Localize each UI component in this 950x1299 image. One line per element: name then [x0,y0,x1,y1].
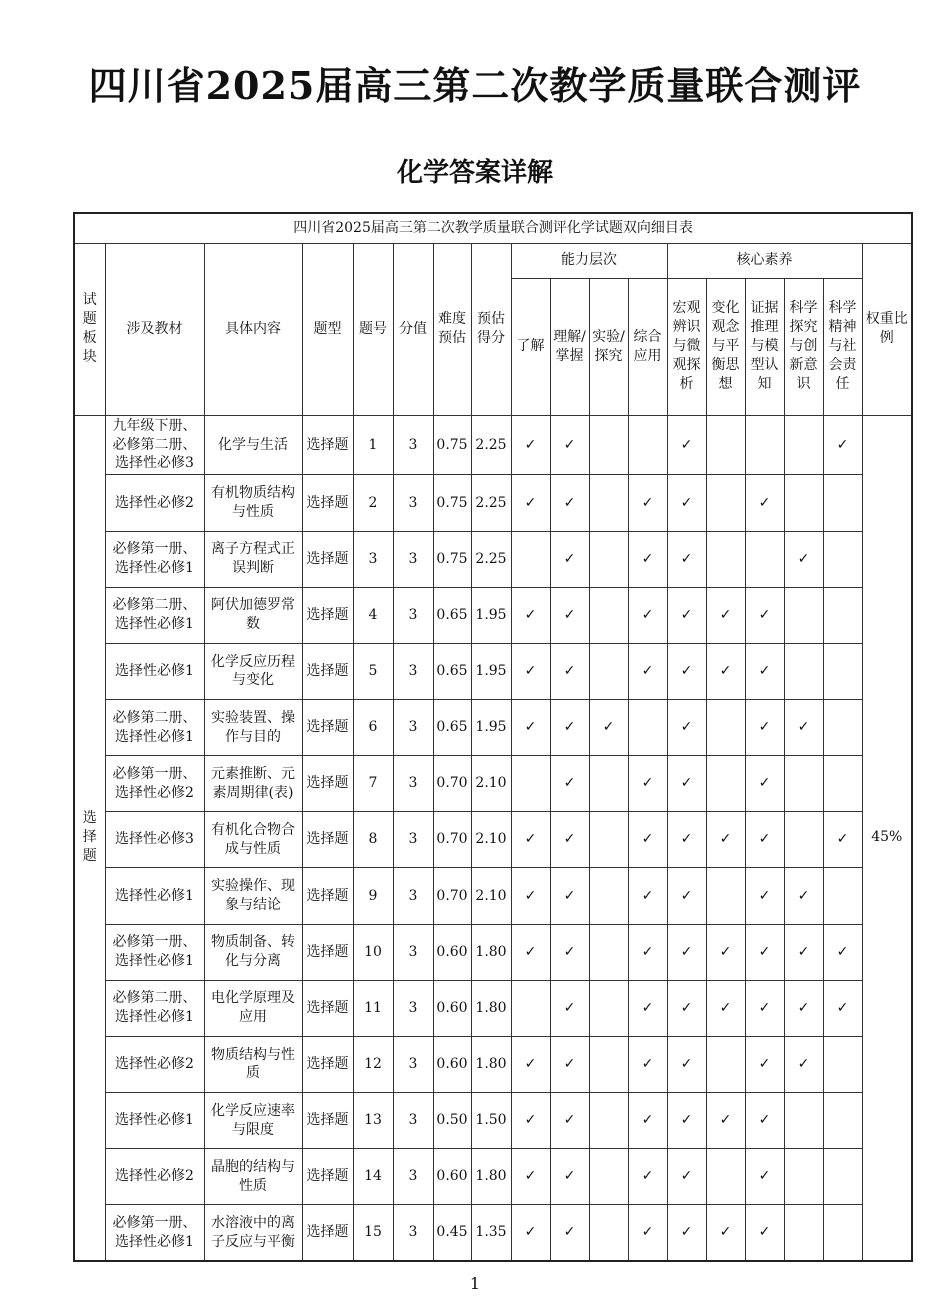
expected-score-cell: 1.80 [471,1036,511,1092]
ability-check-cell: ✓ [628,812,667,868]
literacy-check-cell: ✓ [706,1093,745,1149]
ability-check-cell [589,924,628,980]
score-cell: 3 [393,924,433,980]
header-ability-1: 了解 [511,278,550,415]
ability-check-cell: ✓ [628,1093,667,1149]
literacy-check-cell [823,756,862,812]
page-title: 四川省2025届高三第二次教学质量联合测评 [88,63,862,108]
ability-check-cell: ✓ [511,475,550,531]
literacy-check-cell: ✓ [745,700,784,756]
number-cell: 14 [353,1149,393,1205]
textbook-cell: 选择性必修1 [105,1093,204,1149]
content-cell: 电化学原理及应用 [204,980,302,1036]
type-cell: 选择题 [302,1149,353,1205]
number-cell: 6 [353,700,393,756]
ability-check-cell: ✓ [628,1149,667,1205]
header-literacy-group: 核心素养 [667,243,862,278]
score-cell: 3 [393,756,433,812]
textbook-cell: 九年级下册、必修第二册、选择性必修3 [105,415,204,475]
ability-check-cell [589,1036,628,1092]
literacy-check-cell: ✓ [667,1149,706,1205]
ability-check-cell: ✓ [550,475,589,531]
literacy-check-cell: ✓ [784,924,823,980]
table-row [74,812,912,868]
ability-check-cell: ✓ [628,868,667,924]
number-cell: 4 [353,587,393,643]
table-row [74,1036,912,1092]
expected-score-cell: 1.80 [471,980,511,1036]
expected-score-cell: 1.50 [471,1093,511,1149]
literacy-check-cell: ✓ [784,700,823,756]
ability-check-cell: ✓ [550,868,589,924]
literacy-check-cell: ✓ [823,924,862,980]
literacy-check-cell: ✓ [706,1205,745,1261]
header-ability-2: 理解/掌握 [550,278,589,415]
ability-check-cell [589,1093,628,1149]
literacy-check-cell: ✓ [745,1036,784,1092]
header-expected: 预估得分 [471,243,511,415]
expected-score-cell: 2.10 [471,756,511,812]
type-cell: 选择题 [302,531,353,587]
literacy-check-cell [784,1093,823,1149]
ability-check-cell: ✓ [550,924,589,980]
header-section: 试题板块 [74,243,105,415]
literacy-check-cell [823,868,862,924]
difficulty-cell: 0.50 [433,1093,471,1149]
literacy-check-cell: ✓ [706,980,745,1036]
textbook-cell: 必修第一册、选择性必修1 [105,1205,204,1261]
literacy-check-cell: ✓ [745,756,784,812]
textbook-cell: 选择性必修1 [105,868,204,924]
literacy-check-cell: ✓ [784,868,823,924]
type-cell: 选择题 [302,415,353,475]
ability-check-cell [511,980,550,1036]
literacy-check-cell: ✓ [745,1149,784,1205]
expected-score-cell: 1.95 [471,643,511,699]
literacy-check-cell: ✓ [784,980,823,1036]
difficulty-cell: 0.65 [433,700,471,756]
literacy-check-cell: ✓ [784,531,823,587]
header-type: 题型 [302,243,353,415]
table-row [74,643,912,699]
ability-check-cell [589,1149,628,1205]
number-cell: 9 [353,868,393,924]
expected-score-cell: 1.35 [471,1205,511,1261]
content-cell: 化学反应速率与限度 [204,1093,302,1149]
number-cell: 7 [353,756,393,812]
number-cell: 12 [353,1036,393,1092]
literacy-check-cell: ✓ [667,587,706,643]
content-cell: 化学与生活 [204,415,302,475]
table-row [74,980,912,1036]
score-cell: 3 [393,980,433,1036]
score-cell: 3 [393,643,433,699]
literacy-check-cell [706,1149,745,1205]
literacy-check-cell: ✓ [823,415,862,475]
literacy-check-cell: ✓ [745,1093,784,1149]
literacy-check-cell: ✓ [745,980,784,1036]
literacy-check-cell [784,415,823,475]
literacy-check-cell [823,1093,862,1149]
content-cell: 晶胞的结构与性质 [204,1149,302,1205]
number-cell: 10 [353,924,393,980]
difficulty-cell: 0.70 [433,868,471,924]
number-cell: 5 [353,643,393,699]
literacy-check-cell [823,643,862,699]
literacy-check-cell: ✓ [667,643,706,699]
literacy-check-cell [706,1036,745,1092]
literacy-check-cell: ✓ [745,475,784,531]
score-cell: 3 [393,531,433,587]
literacy-check-cell [706,531,745,587]
ability-check-cell: ✓ [550,643,589,699]
table-row [74,587,912,643]
literacy-check-cell [784,1205,823,1261]
literacy-check-cell: ✓ [745,643,784,699]
expected-score-cell: 1.95 [471,587,511,643]
ability-check-cell: ✓ [511,812,550,868]
ability-check-cell [511,531,550,587]
ability-check-cell [589,643,628,699]
literacy-check-cell: ✓ [745,587,784,643]
score-cell: 3 [393,700,433,756]
literacy-check-cell: ✓ [667,1093,706,1149]
section-label: 选择题 [74,415,105,1261]
type-cell: 选择题 [302,812,353,868]
textbook-cell: 选择性必修1 [105,643,204,699]
number-cell: 1 [353,415,393,475]
literacy-check-cell [784,475,823,531]
header-literacy-2: 变化观念与平衡思想 [706,278,745,415]
type-cell: 选择题 [302,643,353,699]
ability-check-cell: ✓ [628,531,667,587]
textbook-cell: 必修第二册、选择性必修1 [105,980,204,1036]
table-row [74,1149,912,1205]
type-cell: 选择题 [302,587,353,643]
table-caption: 四川省2025届高三第二次教学质量联合测评化学试题双向细目表 [74,213,912,243]
content-cell: 物质结构与性质 [204,1036,302,1092]
number-cell: 11 [353,980,393,1036]
page-subtitle: 化学答案详解 [396,158,553,188]
ability-check-cell: ✓ [511,924,550,980]
literacy-check-cell: ✓ [667,531,706,587]
textbook-cell: 必修第二册、选择性必修1 [105,700,204,756]
type-cell: 选择题 [302,924,353,980]
ability-check-cell [589,475,628,531]
ability-check-cell [589,868,628,924]
expected-score-cell: 1.80 [471,1149,511,1205]
literacy-check-cell [784,756,823,812]
type-cell: 选择题 [302,980,353,1036]
literacy-check-cell: ✓ [667,980,706,1036]
expected-score-cell: 2.10 [471,812,511,868]
ability-check-cell [589,1205,628,1261]
number-cell: 13 [353,1093,393,1149]
literacy-check-cell [706,475,745,531]
ability-check-cell: ✓ [511,1036,550,1092]
table-row [74,1205,912,1261]
expected-score-cell: 2.10 [471,868,511,924]
table-row [74,868,912,924]
literacy-check-cell: ✓ [823,812,862,868]
ability-check-cell: ✓ [511,1205,550,1261]
literacy-check-cell: ✓ [667,756,706,812]
textbook-cell: 必修第一册、选择性必修2 [105,756,204,812]
literacy-check-cell [823,1205,862,1261]
ability-check-cell: ✓ [511,415,550,475]
score-cell: 3 [393,415,433,475]
ability-check-cell [511,756,550,812]
textbook-cell: 选择性必修2 [105,1149,204,1205]
ability-check-cell: ✓ [628,924,667,980]
ability-check-cell: ✓ [628,587,667,643]
ability-check-cell: ✓ [550,1149,589,1205]
literacy-check-cell [745,415,784,475]
difficulty-cell: 0.60 [433,924,471,980]
content-cell: 有机物质结构与性质 [204,475,302,531]
ability-check-cell: ✓ [628,756,667,812]
score-cell: 3 [393,812,433,868]
literacy-check-cell [823,1036,862,1092]
ability-check-cell: ✓ [511,868,550,924]
textbook-cell: 必修第一册、选择性必修1 [105,924,204,980]
table-row [74,1093,912,1149]
type-cell: 选择题 [302,1205,353,1261]
score-cell: 3 [393,1205,433,1261]
literacy-check-cell: ✓ [667,1036,706,1092]
difficulty-cell: 0.45 [433,1205,471,1261]
ability-check-cell: ✓ [550,415,589,475]
ability-check-cell: ✓ [550,1093,589,1149]
ability-check-cell: ✓ [511,700,550,756]
difficulty-cell: 0.70 [433,812,471,868]
ability-check-cell: ✓ [628,643,667,699]
literacy-check-cell: ✓ [745,868,784,924]
table-row [74,415,912,475]
header-weight: 权重比例 [862,243,912,415]
ability-check-cell: ✓ [628,980,667,1036]
table-row [74,924,912,980]
page-number: 1 [469,1274,481,1293]
content-cell: 有机化合物合成与性质 [204,812,302,868]
ability-check-cell [589,415,628,475]
type-cell: 选择题 [302,1036,353,1092]
literacy-check-cell [823,700,862,756]
ability-check-cell [589,531,628,587]
literacy-check-cell: ✓ [667,700,706,756]
ability-check-cell: ✓ [550,531,589,587]
literacy-check-cell [706,756,745,812]
type-cell: 选择题 [302,1093,353,1149]
literacy-check-cell: ✓ [706,812,745,868]
literacy-check-cell [784,587,823,643]
number-cell: 3 [353,531,393,587]
content-cell: 实验操作、现象与结论 [204,868,302,924]
header-ability-group: 能力层次 [511,243,667,278]
header-literacy-3: 证据推理与模型认知 [745,278,784,415]
expected-score-cell: 2.25 [471,531,511,587]
number-cell: 2 [353,475,393,531]
header-textbook: 涉及教材 [105,243,204,415]
ability-check-cell [628,415,667,475]
difficulty-cell: 0.75 [433,475,471,531]
header-score: 分值 [393,243,433,415]
literacy-check-cell: ✓ [745,924,784,980]
literacy-check-cell [823,587,862,643]
table-row [74,475,912,531]
literacy-check-cell [706,415,745,475]
literacy-check-cell: ✓ [706,643,745,699]
content-cell: 实验装置、操作与目的 [204,700,302,756]
difficulty-cell: 0.60 [433,980,471,1036]
table-body [74,415,912,1261]
score-cell: 3 [393,587,433,643]
literacy-check-cell [823,531,862,587]
ability-check-cell: ✓ [550,700,589,756]
content-cell: 化学反应历程与变化 [204,643,302,699]
header-difficulty: 难度预估 [433,243,471,415]
expected-score-cell: 2.25 [471,415,511,475]
textbook-cell: 必修第二册、选择性必修1 [105,587,204,643]
ability-check-cell: ✓ [550,812,589,868]
header-number: 题号 [353,243,393,415]
expected-score-cell: 1.95 [471,700,511,756]
ability-check-cell: ✓ [550,1036,589,1092]
weight-value: 45% [862,415,912,1261]
expected-score-cell: 2.25 [471,475,511,531]
type-cell: 选择题 [302,475,353,531]
score-cell: 3 [393,1149,433,1205]
type-cell: 选择题 [302,756,353,812]
literacy-check-cell: ✓ [706,924,745,980]
ability-check-cell: ✓ [511,587,550,643]
literacy-check-cell [784,812,823,868]
literacy-check-cell [784,1149,823,1205]
header-ability-4: 综合应用 [628,278,667,415]
literacy-check-cell: ✓ [745,1205,784,1261]
ability-check-cell: ✓ [628,1036,667,1092]
ability-check-cell: ✓ [550,1205,589,1261]
score-cell: 3 [393,475,433,531]
score-cell: 3 [393,1036,433,1092]
ability-check-cell [628,700,667,756]
difficulty-cell: 0.65 [433,587,471,643]
literacy-check-cell: ✓ [667,475,706,531]
literacy-check-cell: ✓ [667,415,706,475]
table-row [74,756,912,812]
textbook-cell: 选择性必修3 [105,812,204,868]
ability-check-cell: ✓ [511,643,550,699]
literacy-check-cell: ✓ [706,587,745,643]
literacy-check-cell [706,868,745,924]
header-ability-3: 实验/探究 [589,278,628,415]
table-row [74,531,912,587]
ability-check-cell: ✓ [511,1149,550,1205]
literacy-check-cell [823,475,862,531]
literacy-check-cell: ✓ [667,1205,706,1261]
table-row [74,700,912,756]
literacy-check-cell: ✓ [784,1036,823,1092]
ability-check-cell [589,587,628,643]
literacy-check-cell [823,1149,862,1205]
header-content: 具体内容 [204,243,302,415]
header-literacy-4: 科学探究与创新意识 [784,278,823,415]
ability-check-cell: ✓ [550,587,589,643]
content-cell: 水溶液中的离子反应与平衡 [204,1205,302,1261]
literacy-check-cell: ✓ [823,980,862,1036]
content-cell: 元素推断、元素周期律(表) [204,756,302,812]
literacy-check-cell [706,700,745,756]
literacy-check-cell [745,531,784,587]
ability-check-cell [589,812,628,868]
ability-check-cell: ✓ [550,980,589,1036]
ability-check-cell: ✓ [589,700,628,756]
type-cell: 选择题 [302,868,353,924]
difficulty-cell: 0.60 [433,1149,471,1205]
content-cell: 离子方程式正误判断 [204,531,302,587]
header-literacy-5: 科学精神与社会责任 [823,278,862,415]
literacy-check-cell: ✓ [667,868,706,924]
ability-check-cell [589,980,628,1036]
expected-score-cell: 1.80 [471,924,511,980]
literacy-check-cell [784,643,823,699]
literacy-check-cell: ✓ [667,812,706,868]
ability-check-cell: ✓ [628,1205,667,1261]
content-cell: 阿伏加德罗常数 [204,587,302,643]
ability-check-cell: ✓ [628,475,667,531]
difficulty-cell: 0.60 [433,1036,471,1092]
literacy-check-cell: ✓ [745,812,784,868]
score-cell: 3 [393,1093,433,1149]
header-literacy-1: 宏观辨识与微观探析 [667,278,706,415]
number-cell: 15 [353,1205,393,1261]
ability-check-cell: ✓ [511,1093,550,1149]
content-cell: 物质制备、转化与分离 [204,924,302,980]
difficulty-cell: 0.75 [433,415,471,475]
difficulty-cell: 0.75 [433,531,471,587]
ability-check-cell: ✓ [550,756,589,812]
textbook-cell: 选择性必修2 [105,1036,204,1092]
number-cell: 8 [353,812,393,868]
textbook-cell: 必修第一册、选择性必修1 [105,531,204,587]
type-cell: 选择题 [302,700,353,756]
textbook-cell: 选择性必修2 [105,475,204,531]
difficulty-cell: 0.70 [433,756,471,812]
score-cell: 3 [393,868,433,924]
specification-table [73,212,913,1262]
literacy-check-cell: ✓ [667,924,706,980]
difficulty-cell: 0.65 [433,643,471,699]
ability-check-cell [589,756,628,812]
